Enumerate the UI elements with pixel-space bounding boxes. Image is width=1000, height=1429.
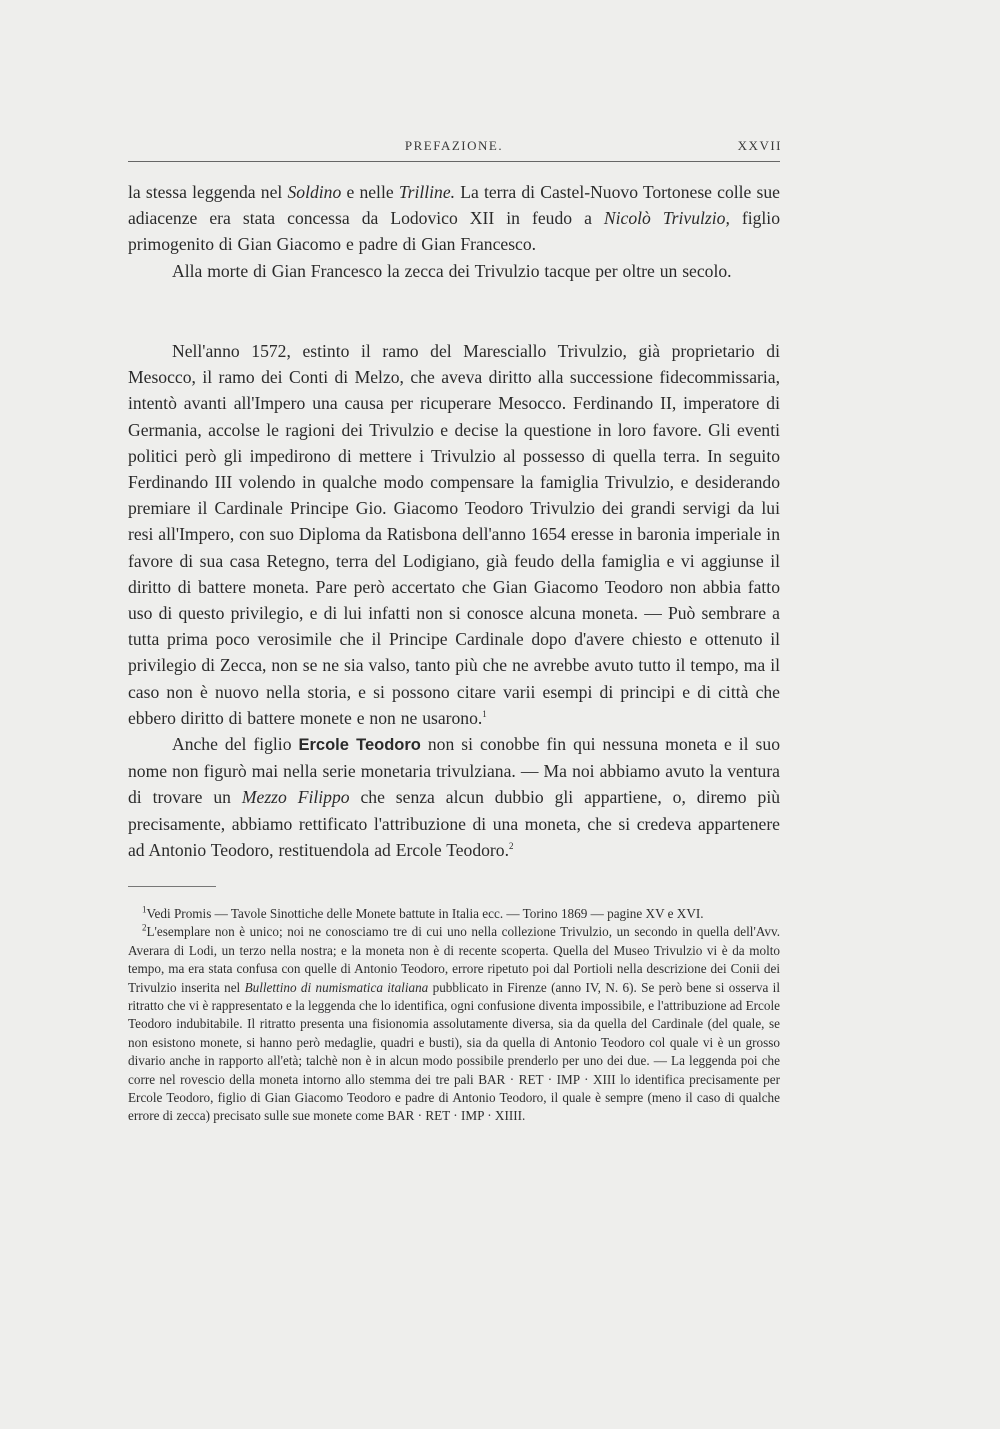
footnote — [128, 923, 780, 1125]
page-header — [128, 136, 780, 158]
text-run: Anche del figlio — [172, 734, 299, 755]
paragraph — [128, 179, 780, 258]
text-run: La terra di Castel-Nuovo Tortonese colle sue adiacenze era stata concessa da Lodovico XII in feudo a — [128, 182, 780, 229]
italic-term-soldino: Soldino — [287, 182, 342, 202]
footnotes — [128, 905, 780, 1126]
text-run: Nell'anno 1572, estinto il ramo del Maresciallo Trivulzio, già proprietario di Mesocco, il ramo dei Conti di Melzo, che aveva diritto alla successione fidecommissaria, intentò avanti all'Impero una causa per ricuperare Mesocco. Ferdinando II, imperatore di Germania, accolse le ragioni dei Trivulzio e decise la questione in loro favore. Gli eventi politici però gli impedirono di mettere i Trivulzio al possesso di quella terra. In seguito Ferdinando III volendo in qualche modo compensare la famiglia Trivulzio, e desiderando premiare il Cardinale Principe Gio. Giacomo Teodoro Trivulzio dei grandi servigi da lui resi all'Impero, con suo Diploma da Ratisbona dell'anno 1654 eresse in baronia imperiale in favore di sua casa Retegno, terra del Lodigiano, già feudo della famiglia e vi aggiunse il diritto di battere moneta. Pare però accertato che Gian Giacomo Teodoro non abbia fatto uso di questo privilegio, e di lui infatti non si conosce alcuna moneta. — Può sembrare a tutta prima poco verosimile che il Principe Cardinale dopo d'avere chiesto e ottenuto il privilegio di Zecca, non se ne sia valso, tanto più che ne avrebbe avuto tutto il tempo, ma il caso non è nuovo nella storia, e si possono citare varii esempi di principi e di città che ebbero diritto di battere monete e non ne usarono. — [128, 341, 780, 728]
text-run: figlio primogenito di Gian Giacomo e padre di Gian Francesco. — [128, 208, 780, 255]
italic-name-nicolo: Nicolò Trivulzio, — [603, 208, 730, 229]
page-number: XXVII — [737, 138, 782, 153]
footnote-ref: 1 — [482, 708, 487, 719]
footnote-mark: 1 — [142, 904, 147, 915]
italic-term-mezzo-filippo: Mezzo Filippo — [241, 787, 350, 808]
header-rule — [128, 161, 780, 162]
paragraph — [128, 731, 780, 863]
running-title: PREFAZIONE. — [404, 138, 504, 153]
footnote-rule — [128, 886, 216, 887]
bold-name-ercole-teodoro: Ercole Teodoro — [298, 736, 421, 755]
text-block-main — [128, 338, 780, 863]
italic-term-trilline: Trilline. — [398, 182, 456, 202]
footnote-text: pubblicato in Firenze (anno IV, N. 6). Se però bene si osserva il ritratto che vi è rappresentato e la leggenda che lo identifica, ogni confusione diventa impossibile, e l'attribuzione ad Ercole Teodoro indubitabile. Il ritratto presenta una fisionomia assolutamente diversa, sia da quella del Cardinale (del quale, se non esistono monete, si hanno però medaglie, quadri e busti), sia da quella di Antonio Teodoro col quale vi è un grosso divario anche in rapporto all'età; talchè non è in alcun modo possibile prenderlo per uno dei due. — La leggenda poi che corre nel rovescio della moneta intorno allo stemma dei tre pali BAR · RET · IMP · XIII lo identifica precisamente per Ercole Teodoro, figlio di Gian Giacomo Teodoro e padre di Antonio Teodoro, il quale è sempre (meno il caso di qualche errore di zecca) precisato sulle sue monete come BAR · RET · IMP · XIIII. — [128, 979, 780, 1124]
text-block-continued — [128, 179, 780, 284]
footnote — [128, 905, 780, 923]
footnote-text: L'esemplare non è unico; noi ne conosciamo tre di cui uno nella collezione Trivulzio, un secondo in quella dell'Avv. Averara di Lodi, un terzo nella nostra; e la moneta non è di recente scoperta. Quella del Museo Trivulzio vi è da molto tempo, ma era stata confusa con quelle di Antonio Teodoro, errore ripetuto poi dal Portioli nella descrizione dei Conii dei Trivulzio inserita nel — [128, 924, 780, 995]
text-run: non si conobbe fin qui nessuna moneta e il suo nome non figurò mai nella serie monetaria trivulziana. — Ma noi abbiamo avuto la ventura di trovare un — [128, 734, 780, 808]
italic-title-bullettino: Bullettino di numismatica italiana — [244, 979, 429, 995]
paragraph: Alla morte di Gian Francesco la zecca dei Trivulzio tacque per oltre un secolo. — [172, 260, 732, 281]
footnote-text: Vedi Promis — Tavole Sinottiche delle Monete battute in Italia ecc. — Torino 1869 — pagine XV e XVI. — [146, 906, 704, 921]
footnote-mark: 2 — [142, 923, 147, 934]
text-run: e nelle — [341, 182, 399, 202]
text-run: la stessa leggenda nel — [128, 182, 288, 202]
paragraph — [128, 338, 780, 731]
text-run: che senza alcun dubbio gli appartiene, o, diremo più precisamente, abbiamo rettificato l'attribuzione di una moneta, che si credeva appartenere ad Antonio Teodoro, restituendola ad Ercole Teodoro. — [128, 787, 781, 860]
footnote-ref: 2 — [509, 841, 514, 851]
